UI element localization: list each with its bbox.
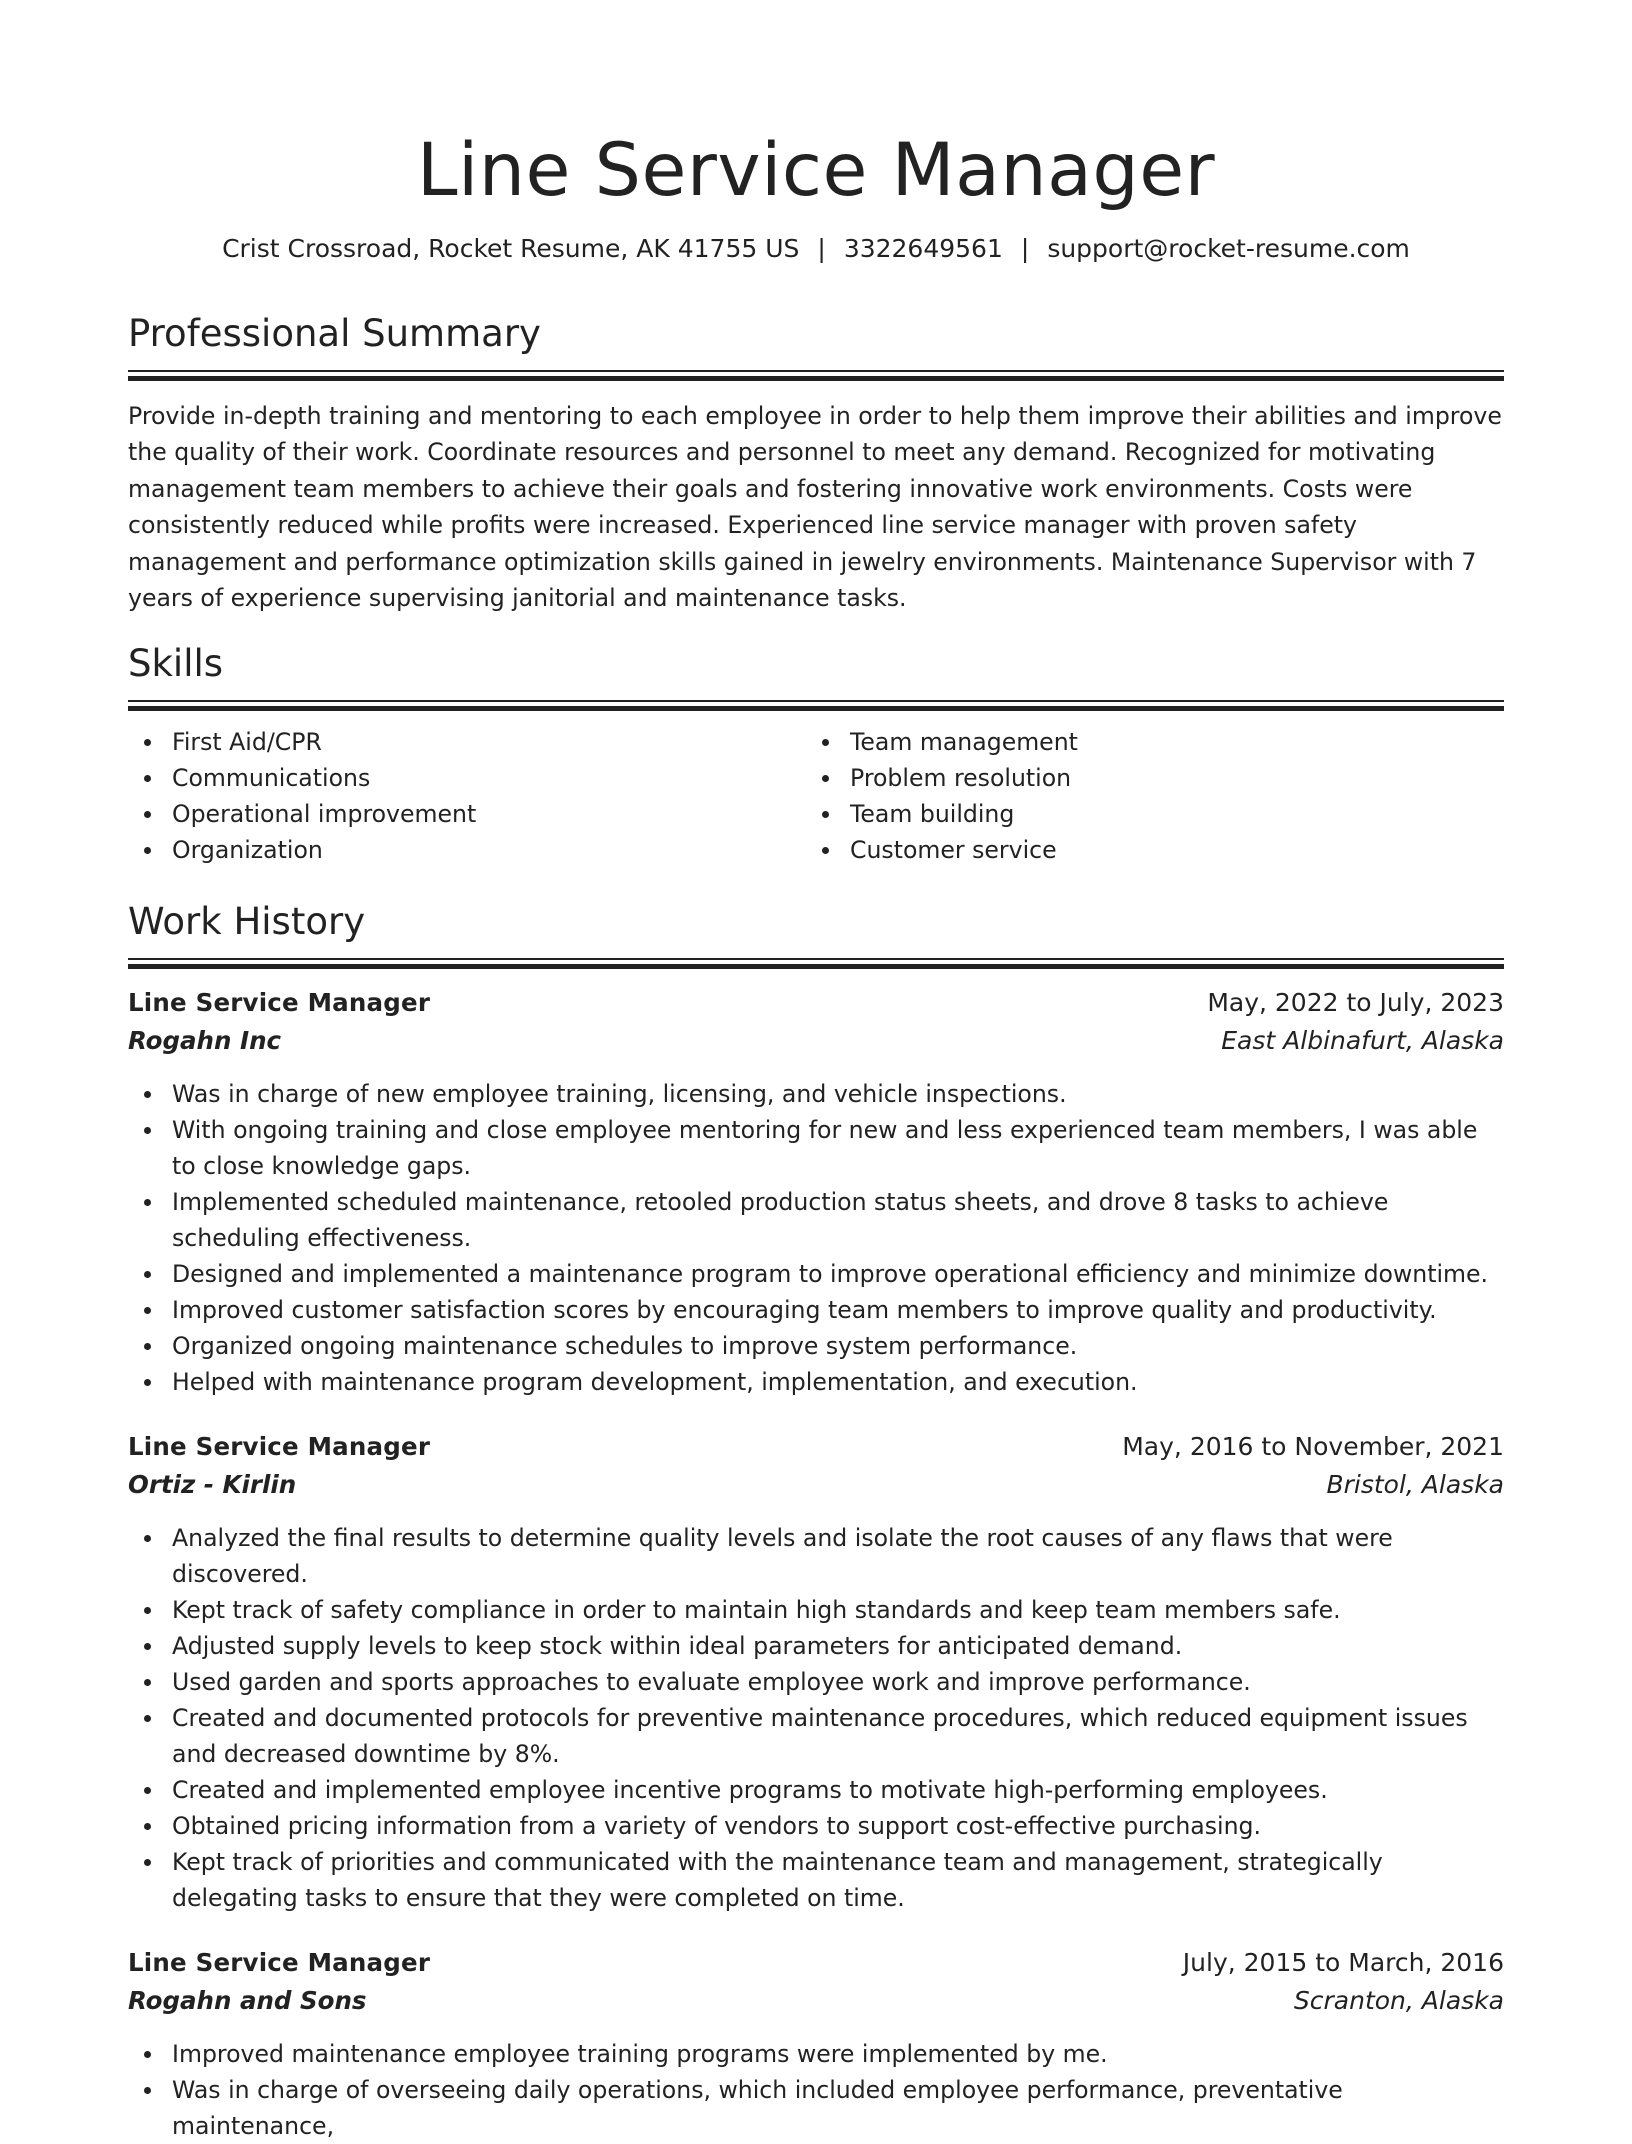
work-history-heading: Work History bbox=[128, 900, 366, 944]
job-bullets bbox=[128, 2036, 1504, 2144]
contact-separator: | bbox=[817, 234, 826, 263]
job-bullet: Obtained pricing information from a variety of vendors to support cost-effective purchasing. bbox=[128, 1808, 1504, 1844]
job-bullet: Analyzed the final results to determine quality levels and isolate the root causes of any flaws that were discovered. bbox=[128, 1520, 1504, 1592]
job-title: Line Service Manager bbox=[128, 1432, 431, 1462]
job-bullet: Improved maintenance employee training programs were implemented by me. bbox=[128, 2036, 1504, 2072]
job-company: Ortiz - Kirlin bbox=[128, 1470, 297, 1500]
skill-item: Team building bbox=[806, 796, 1484, 832]
job-bullet: Was in charge of overseeing daily operations, which included employee performance, preventative maintenance, bbox=[128, 2072, 1504, 2144]
job-bullet: Implemented scheduled maintenance, retooled production status sheets, and drove 8 tasks to achieve scheduling effectiveness. bbox=[128, 1184, 1504, 1256]
job-entry bbox=[128, 984, 1504, 1400]
job-bullet: Created and implemented employee incentive programs to motivate high-performing employees. bbox=[128, 1772, 1504, 1808]
skills-column-right bbox=[806, 724, 1484, 868]
contact-separator: | bbox=[1020, 234, 1030, 263]
section-divider bbox=[128, 700, 1504, 710]
summary-heading: Professional Summary bbox=[128, 312, 541, 355]
job-entry bbox=[128, 1428, 1504, 1916]
job-company: Rogahn and Sons bbox=[128, 1986, 367, 2016]
job-bullet: Created and documented protocols for preventive maintenance procedures, which reduced equipment issues and decreased downtime by 8%. bbox=[128, 1700, 1504, 1772]
job-bullet: Improved customer satisfaction scores by encouraging team members to improve quality and productivity. bbox=[128, 1292, 1504, 1328]
job-title: Line Service Manager bbox=[128, 988, 431, 1018]
job-bullet: Organized ongoing maintenance schedules to improve system performance. bbox=[128, 1328, 1504, 1364]
summary-text: Provide in-depth training and mentoring to each employee in order to help them improve their abilities and improve the quality of their work. Coordinate resources and personnel to meet any demand. Recognized for motivating management team members to achieve their goals and fostering innovative work environments. Costs were consistently reduced while profits were increased. Experienced line service manager with proven safety management and performance optimization skills gained in jewelry environments. Maintenance Supervisor with 7 years of experience supervising janitorial and maintenance tasks. bbox=[128, 402, 1502, 613]
job-bullets bbox=[128, 1520, 1504, 1916]
skill-item: Operational improvement bbox=[128, 796, 806, 832]
resume-page bbox=[128, 0, 1504, 2144]
job-location: East Albinafurt, Alaska bbox=[1221, 1026, 1504, 1056]
skill-item: First Aid/CPR bbox=[128, 724, 806, 760]
job-bullet: Was in charge of new employee training, licensing, and vehicle inspections. bbox=[128, 1076, 1504, 1112]
contact-address: Crist Crossroad, Rocket Resume, AK 41755 US bbox=[222, 234, 800, 263]
skills-list bbox=[128, 724, 1504, 868]
skill-item: Organization bbox=[128, 832, 806, 868]
skills-heading: Skills bbox=[128, 642, 224, 686]
skill-item: Problem resolution bbox=[806, 760, 1484, 796]
skills-column-left bbox=[128, 724, 806, 868]
job-dates: July, 2015 to March, 2016 bbox=[1182, 1948, 1504, 1978]
job-company: Rogahn Inc bbox=[128, 1026, 282, 1056]
job-dates: May, 2016 to November, 2021 bbox=[1122, 1432, 1504, 1462]
job-bullet: Kept track of priorities and communicated with the maintenance team and management, strategically delegating tasks to ensure that they were completed on time. bbox=[128, 1844, 1504, 1916]
job-bullet: Helped with maintenance program development, implementation, and execution. bbox=[128, 1364, 1504, 1400]
section-divider bbox=[128, 370, 1504, 380]
section-divider bbox=[128, 958, 1504, 968]
skill-item: Communications bbox=[128, 760, 806, 796]
job-bullets bbox=[128, 1076, 1504, 1400]
job-entry bbox=[128, 1944, 1504, 2144]
contact-email[interactable]: support@rocket-resume.com bbox=[1047, 234, 1410, 263]
job-bullet: Adjusted supply levels to keep stock within ideal parameters for anticipated demand. bbox=[128, 1628, 1504, 1664]
job-location: Scranton, Alaska bbox=[1293, 1986, 1504, 2016]
skill-item: Customer service bbox=[806, 832, 1484, 868]
job-bullet: Used garden and sports approaches to evaluate employee work and improve performance. bbox=[128, 1664, 1504, 1700]
contact-phone[interactable]: 3322649561 bbox=[843, 234, 1003, 263]
job-title: Line Service Manager bbox=[128, 1948, 431, 1978]
job-dates: May, 2022 to July, 2023 bbox=[1207, 988, 1504, 1018]
job-location: Bristol, Alaska bbox=[1326, 1470, 1504, 1500]
job-bullet: Designed and implemented a maintenance program to improve operational efficiency and minimize downtime. bbox=[128, 1256, 1504, 1292]
job-bullet: Kept track of safety compliance in order to maintain high standards and keep team members safe. bbox=[128, 1592, 1504, 1628]
resume-title: Line Service Manager bbox=[416, 128, 1216, 213]
skill-item: Team management bbox=[806, 724, 1484, 760]
contact-line bbox=[128, 232, 1504, 266]
job-bullet: With ongoing training and close employee mentoring for new and less experienced team members, I was able to close knowledge gaps. bbox=[128, 1112, 1504, 1184]
